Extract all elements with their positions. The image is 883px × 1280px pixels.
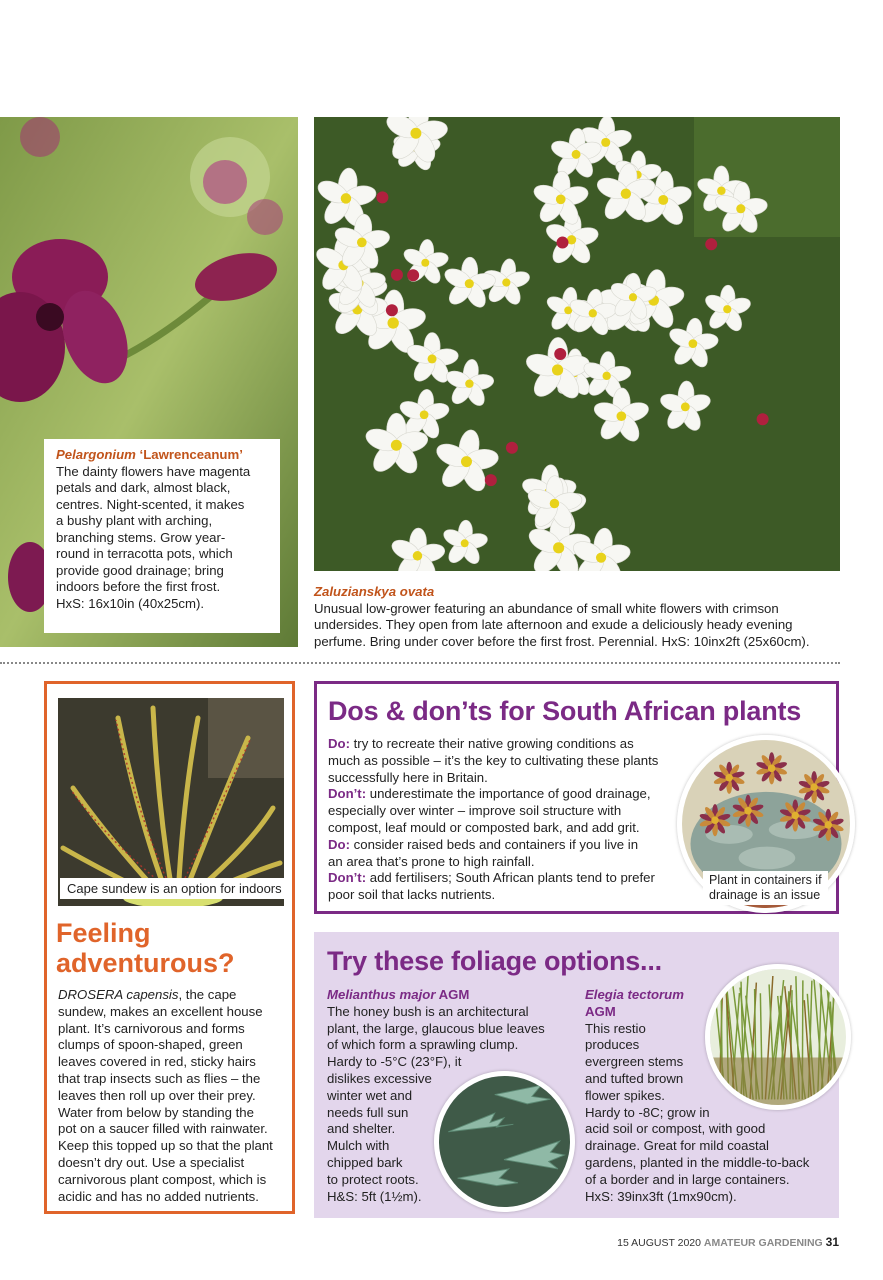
page-footer [617,1235,839,1249]
zaluzianskya-caption: Zaluzianskya ovata Unusual low-grower featuring an abundance of small white flowers with crimson undersides. They open from late afternoon and exude a deliciously heady evening perfume. Bring under cover before the first frost. Perennial. HxS: 10inx2ft (25x60cm). [314,584,844,650]
elegia-text: Elegia tectorum AGM This restio produces evergreen stems and tufted brown flower spikes. Hardy to -8C; grow in acid soil or compost, with good drainage. Great for mild coastal gardens, planted in the middle-to-back of a border and in large containers. HxS: 39inx3ft (1mx90cm). [585,987,810,1204]
melianthus-circle-photo [434,1071,575,1212]
sundew-caption: Cape sundew is an option for indoors [60,878,284,899]
section-divider [0,662,840,664]
containers-caption: Plant in containers if drainage is an issue [703,871,828,905]
pelargonium-cultivar: ‘Lawrenceanum’ [135,447,243,462]
dos-donts-title: Dos & don’ts for South African plants [328,696,802,726]
pelargonium-name: Pelargonium [56,447,136,462]
pelargonium-text: The dainty flowers have magenta petals and dark, almost black, centres. Night-scented, it makes a bushy plant with arching, branching stems. Grow year- round in terracotta pots, which provide good drainage; bring indoors before the first frost. HxS: 16x10in (40x25cm). [56,463,251,611]
dont-item: Don’t: add fertilisers; South African plants tend to prefer [328,870,655,886]
page-number: 31 [825,1235,839,1249]
feeling-adventurous-box [44,681,295,1214]
dont-item: Don’t: underestimate the importance of good drainage, [328,786,651,802]
zaluzianskya-name: Zaluzianskya ovata [314,584,435,599]
elegia-circle-photo [705,964,851,1110]
dos-donts-list: Do: try to recreate their native growing conditions as much as possible – it’s the key to cultivating these plants successfully here in Britain. Don’t: underestimate the importance of good drainage, especially over winter – improve soil structure with compost, leaf mould or composted bark, and add grit. Do: consider raised beds and containers if you live in an area that’s prone to high rainfall. Don’t: add fertilisers; South African plants tend to prefer poor soil that lacks nutrients. [328,736,659,903]
melianthus-text: Melianthus major AGM The honey bush is an architectural plant, the large, glaucous blue leaves of which form a sprawling clump. Hardy to -5°C (23°F), it dislikes excessive winter wet and needs full sun and shelter. Mulch with chipped bark to protect roots. H&S: 5ft (1½m). [327,987,545,1204]
publication-name: AMATEUR GARDENING [703,1237,823,1249]
pelargonium-caption [44,439,280,633]
feeling-adventurous-title: Feeling adventurous? [56,918,235,978]
issue-date: 15 AUGUST 2020 [617,1237,701,1249]
sundew-text: DROSERA capensis, the cape sundew, makes an excellent house plant. It’s carnivorous and forms clumps of spoon-shaped, green leaves covered in red, sticky hairs that trap insects such as flies – the leaves then roll up over their prey. Water from below by standing the pot on a saucer filled with rainwater. Keep this topped up so that the plant doesn’t dry out. Use a specialist carnivorous plant compost, which is acidic and has no added nutrients. [58,987,273,1204]
foliage-options-title: Try these foliage options... [327,946,662,976]
sundew-photo [58,698,284,906]
do-item: Do: consider raised beds and containers if you live in [328,836,639,852]
zaluzianskya-photo [314,117,840,571]
do-item: Do: try to recreate their native growing conditions as [328,736,634,751]
